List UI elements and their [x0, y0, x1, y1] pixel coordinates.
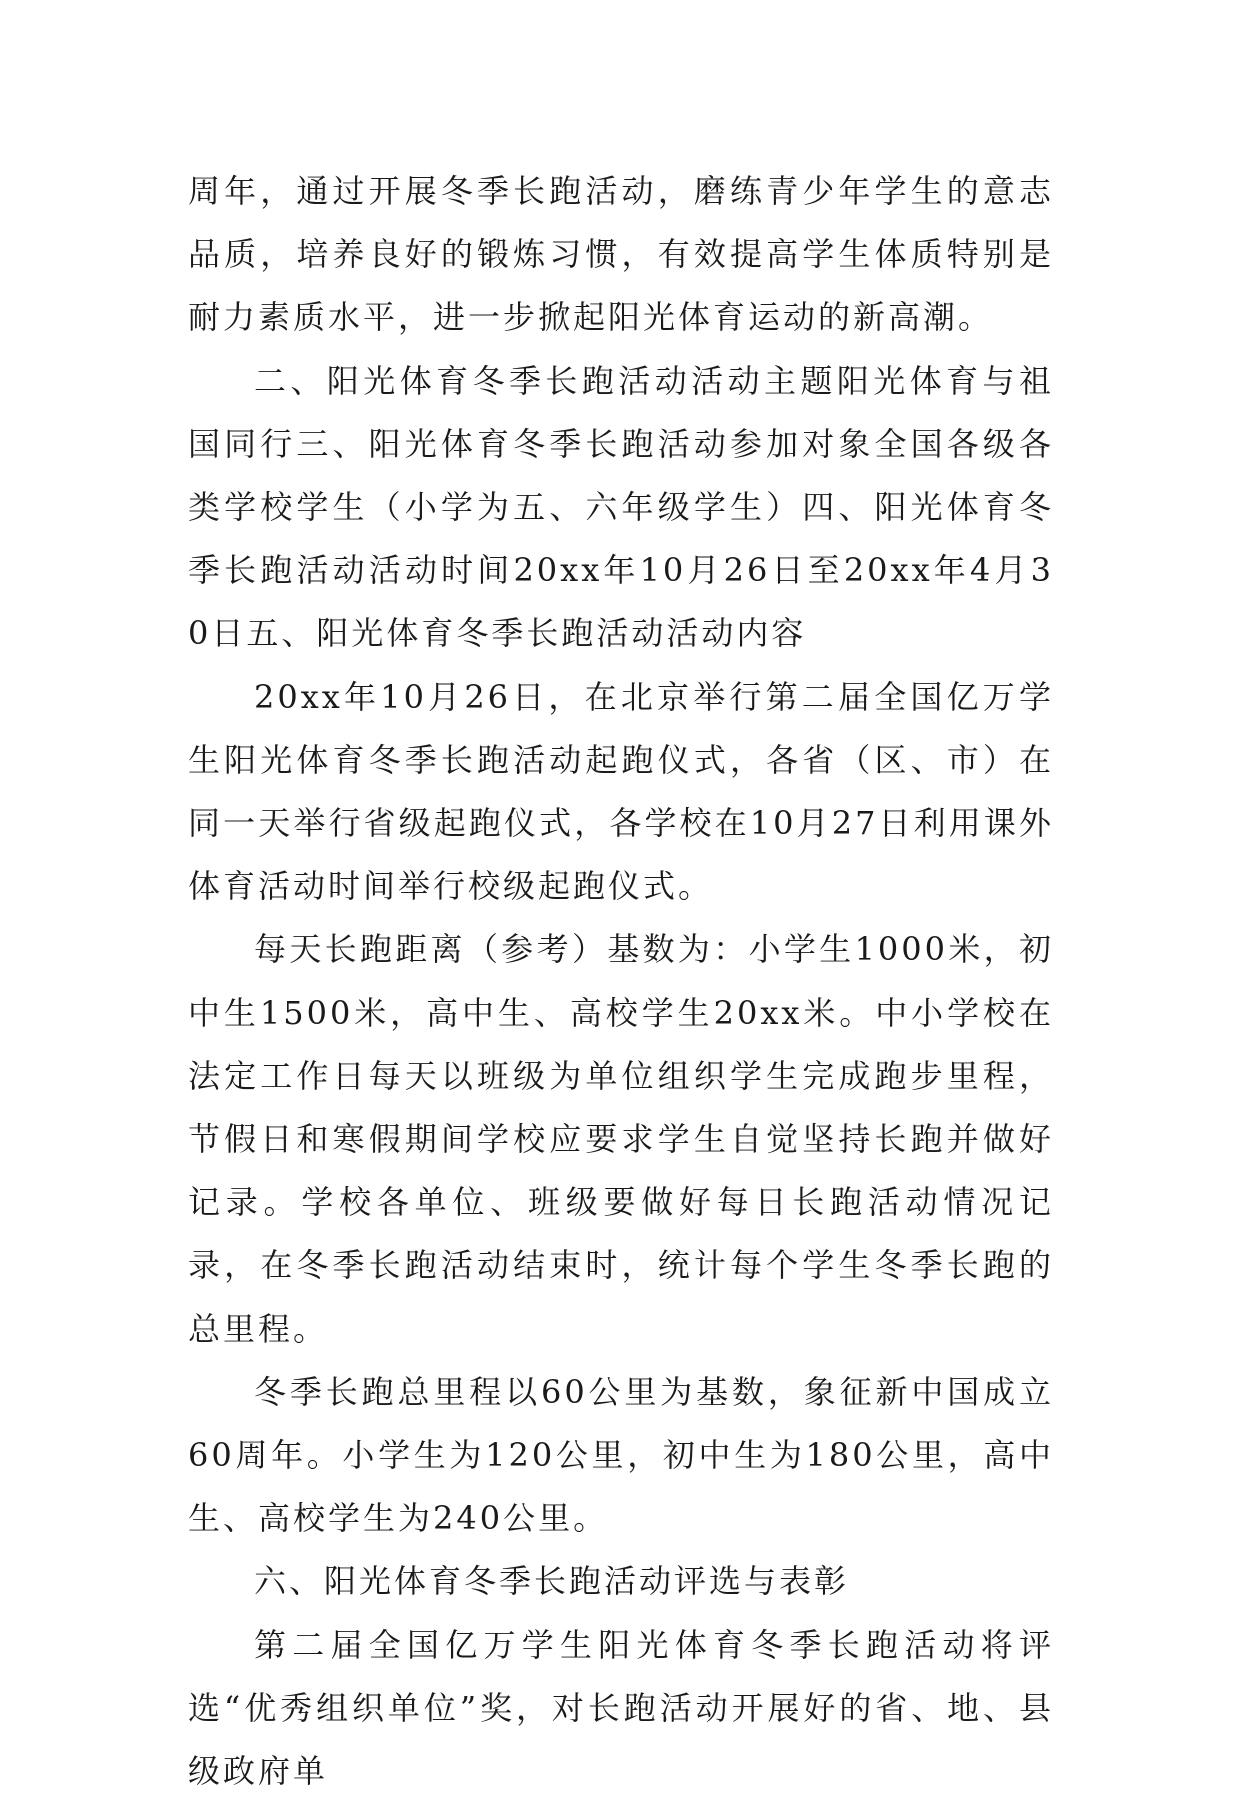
paragraph-theme-target-time-content: 二、阳光体育冬季长跑活动活动主题阳光体育与祖国同行三、阳光体育冬季长跑活动参加对象全国各级各类学校学生（小学为五、六年级学生）四、阳光体育冬季长跑活动活动时间20xx年10月26日至20xx年4月30日五、阳光体育冬季长跑活动活动内容 — [188, 361, 1054, 653]
paragraph-total-mileage: 冬季长跑总里程以60公里为基数，象征新中国成立60周年。小学生为120公里，初中生为180公里，高中生、高校学生为240公里。 — [188, 1372, 1054, 1538]
paragraph-start-ceremony: 20xx年10月26日，在北京举行第二届全国亿万学生阳光体育冬季长跑活动起跑仪式，各省（区、市）在同一天举行省级起跑仪式，各学校在10月27日利用课外体育活动时间举行校级起跑仪式。 — [188, 677, 1054, 906]
paragraph-awards: 第二届全国亿万学生阳光体育冬季长跑活动将评选“优秀组织单位”奖，对长跑活动开展好的省、地、县级政府单 — [188, 1625, 1054, 1791]
body-text — [188, 160, 1054, 1803]
paragraph-intro-continuation: 周年，通过开展冬季长跑活动，磨练青少年学生的意志品质，培养良好的锻炼习惯，有效提高学生体质特别是耐力素质水平，进一步掀起阳光体育运动的新高潮。 — [188, 172, 1054, 337]
paragraph-daily-distance: 每天长跑距离（参考）基数为：小学生1000米，初中生1500米，高中生、高校学生20xx米。中小学校在法定工作日每天以班级为单位组织学生完成跑步里程，节假日和寒假期间学校应要求学生自觉坚持长跑并做好记录。学校各单位、班级要做好每日长跑活动情况记录，在冬季长跑活动结束时，统计每个学生冬季长跑的总里程。 — [188, 930, 1054, 1348]
section-heading-awards: 六、阳光体育冬季长跑活动评选与表彰 — [254, 1562, 850, 1601]
